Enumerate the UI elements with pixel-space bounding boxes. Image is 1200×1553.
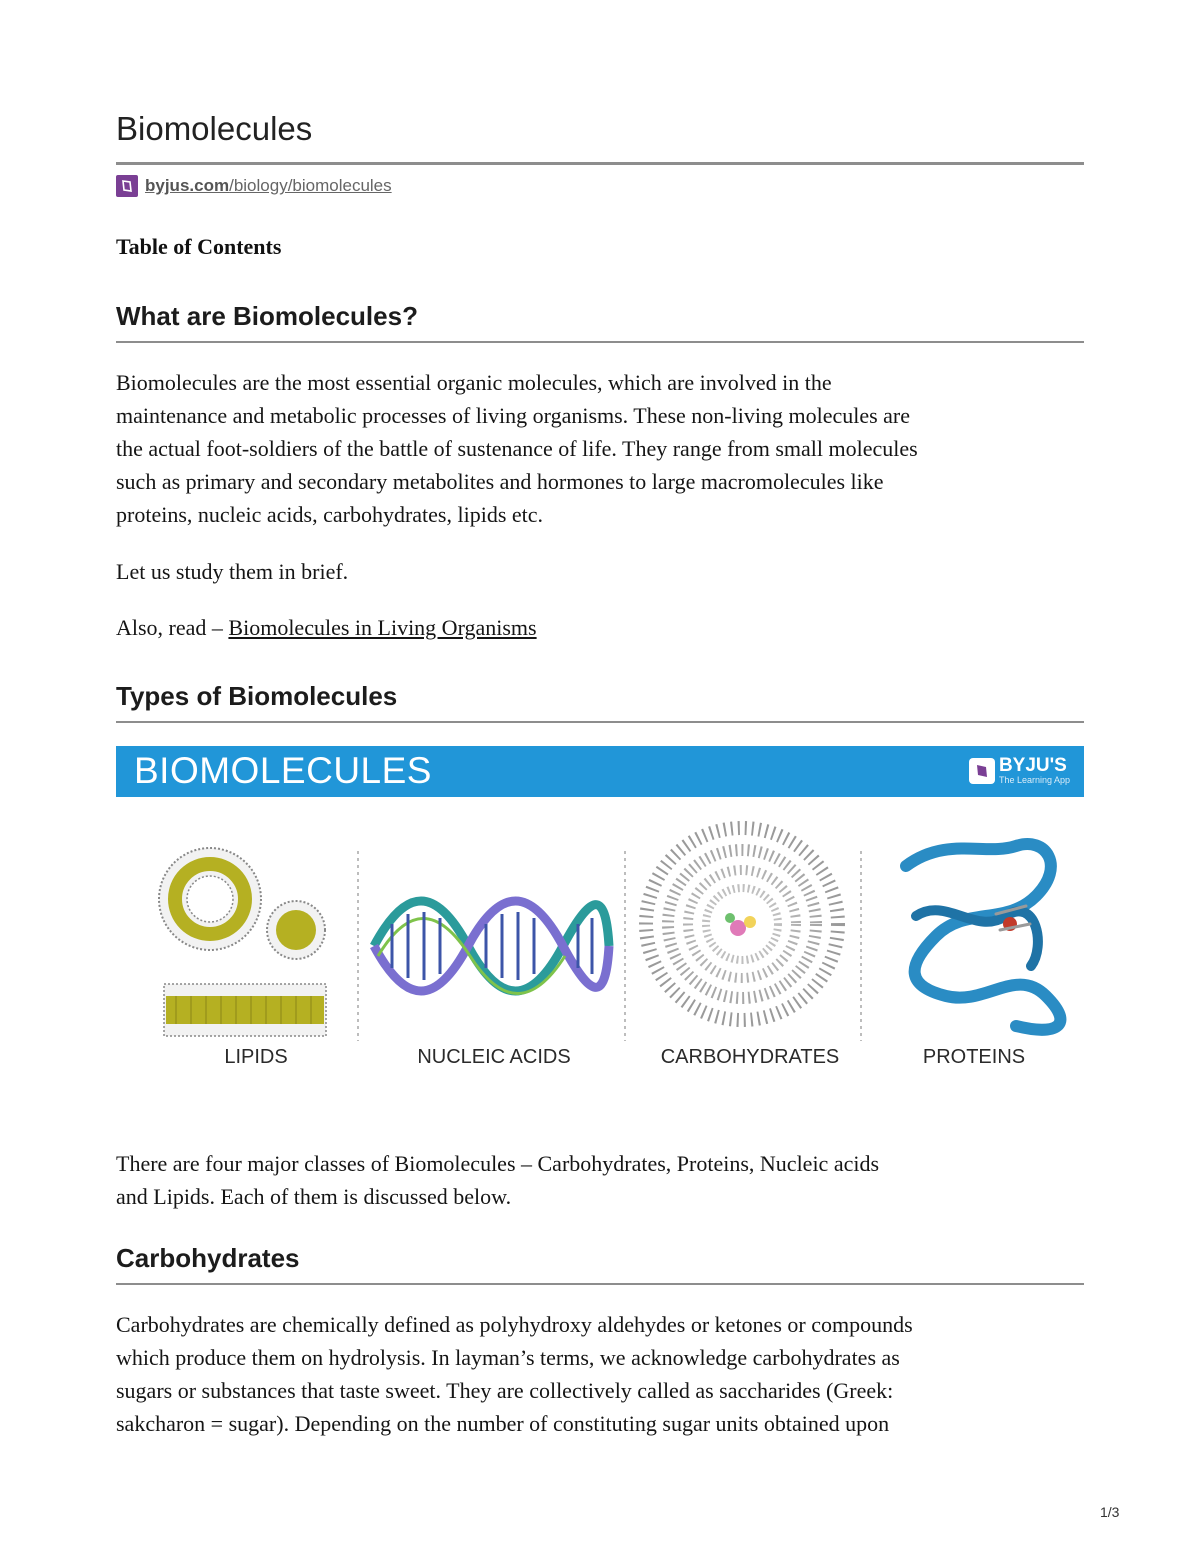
carbohydrates-paragraph — [116, 1308, 1084, 1440]
text-line: which produce them on hydrolysis. In layman’s terms, we acknowledge carbohydrates as — [116, 1345, 900, 1370]
caption-proteins: PROTEINS — [922, 1046, 1026, 1068]
caption-nucleic-acids: NUCLEIC ACIDS — [417, 1046, 571, 1068]
text-line: maintenance and metabolic processes of living organisms. These non-living molecules are — [116, 403, 911, 428]
source-domain: byjus.com — [145, 176, 230, 195]
what-paragraph — [116, 366, 1084, 531]
text-line: Biomolecules are the most essential organic molecules, which are involved in the — [116, 370, 832, 395]
section-divider-types — [116, 721, 1084, 723]
text-line: sugars or substances that taste sweet. They are collectively called as saccharides (Greek: — [116, 1378, 894, 1403]
caption-lipids: LIPIDS — [224, 1046, 288, 1068]
table-of-contents-label[interactable]: Table of Contents — [116, 234, 282, 259]
biomolecules-figure — [116, 746, 1084, 1086]
source-url[interactable] — [145, 176, 392, 196]
source-link[interactable] — [116, 174, 392, 198]
source-path: /biology/biomolecules — [229, 176, 392, 195]
biomolecule-illustrations — [116, 806, 1084, 1041]
section-heading-what: What are Biomolecules? — [116, 301, 418, 331]
byjus-brand — [969, 756, 1070, 785]
section-heading-carbohydrates: Carbohydrates — [116, 1243, 300, 1273]
nucleic-acid-illustration — [374, 901, 609, 994]
study-brief-paragraph: Let us study them in brief. — [116, 559, 349, 584]
text-line: sakcharon = sugar). Depending on the number of constituting sugar units obtained upon — [116, 1411, 890, 1436]
text-line: such as primary and secondary metabolites and hormones to large macromolecules like — [116, 469, 884, 494]
text-line: Carbohydrates are chemically defined as polyhydroxy aldehydes or ketones or compounds — [116, 1312, 913, 1337]
section-divider-what — [116, 341, 1084, 343]
also-read-prefix: Also, read – — [116, 615, 229, 640]
figure-banner — [116, 746, 1084, 797]
section-divider-carbohydrates — [116, 1283, 1084, 1285]
section-heading-types: Types of Biomolecules — [116, 681, 398, 711]
figure-banner-title: BIOMOLECULES — [134, 750, 432, 791]
text-line: the actual foot-soldiers of the battle of sustenance of life. They range from small molecules — [116, 436, 918, 461]
byjus-brand-icon — [969, 758, 995, 784]
byjus-logo-icon — [116, 175, 138, 197]
text-line: and Lipids. Each of them is discussed below. — [116, 1184, 512, 1209]
also-read-link[interactable]: Biomolecules in Living Organisms — [228, 615, 537, 640]
text-line: There are four major classes of Biomolecules – Carbohydrates, Proteins, Nucleic acids — [116, 1151, 880, 1176]
text-line: proteins, nucleic acids, carbohydrates, lipids etc. — [116, 502, 544, 527]
protein-illustration — [906, 844, 1060, 1030]
also-read-paragraph — [116, 611, 1084, 644]
types-paragraph — [116, 1147, 1084, 1213]
page-title: Biomolecules — [116, 110, 313, 147]
title-divider — [116, 162, 1084, 165]
lipid-illustration — [159, 848, 326, 1036]
page-number: 1/3 — [1100, 1504, 1120, 1520]
carbohydrate-illustration — [646, 828, 838, 1020]
brand-tagline: The Learning App — [998, 775, 1070, 785]
caption-carbohydrates: CARBOHYDRATES — [660, 1046, 840, 1068]
brand-name: BYJU'S — [998, 755, 1067, 776]
